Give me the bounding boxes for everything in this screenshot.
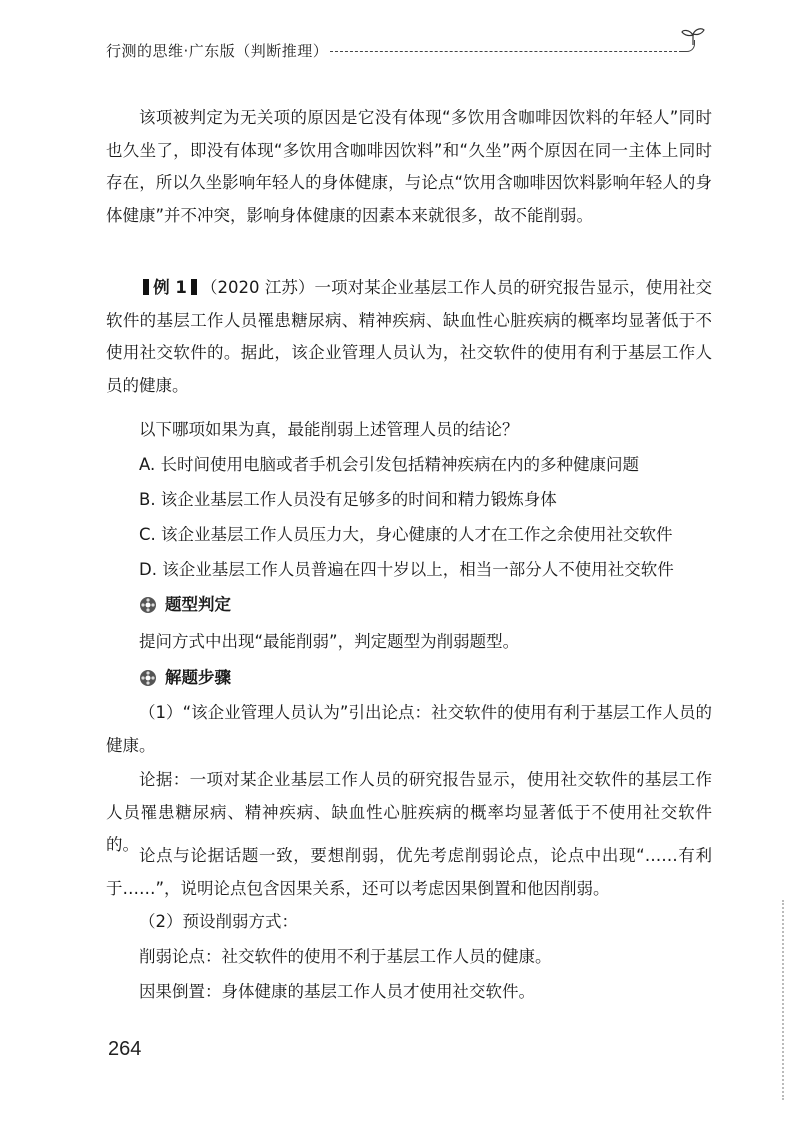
reverse-causation-paragraph: 因果倒置：身体健康的基层工作人员才使用社交软件。 xyxy=(139,982,535,1001)
step1-paragraph: （1）“该企业管理人员认为”引出论点：社交软件的使用有利于基层工作人员的健康。 xyxy=(106,703,712,755)
type-judgement-text: 提问方式中出现“最能削弱”，判定题型为削弱题型。 xyxy=(139,632,520,651)
example-tag-label: 例 1 xyxy=(153,278,187,297)
step2-paragraph: （2）预设削弱方式： xyxy=(139,912,298,931)
question-stem: 以下哪项如果为真，最能削弱上述管理人员的结论？ xyxy=(139,420,519,439)
tag-bar-right xyxy=(191,279,197,295)
flower-icon xyxy=(139,596,157,614)
weaken-claim-paragraph: 削弱论点：社交软件的使用不利于基层工作人员的健康。 xyxy=(139,947,552,966)
basis-paragraph: 论据：一项对某企业基层工作人员的研究报告显示，使用社交软件的基层工作人员罹患糖尿病、精神疾病、缺血性心脏疾病的概率均显著低于不使用社交软件的。 xyxy=(106,770,712,854)
section-heading-steps xyxy=(139,665,231,691)
section-heading-type-label: 题型判定 xyxy=(165,595,231,614)
option-c: C. 该企业基层工作人员压力大，身心健康的人才在工作之余使用社交软件 xyxy=(139,525,673,544)
example-tag xyxy=(139,278,201,297)
option-d: D. 该企业基层工作人员普遍在四十岁以上，相当一部分人不使用社交软件 xyxy=(139,560,674,579)
intro-paragraph: 该项被判定为无关项的原因是它没有体现“多饮用含咖啡因饮料的年轻人”同时也久坐了，即没有体现“多饮用含咖啡因饮料”和“久坐”两个原因在同一主体上同时存在，所以久坐影响年轻人的身体健康，与论点“饮用含咖啡因饮料影响年轻人的身体健康”并不冲突，影响身体健康的因素本来就很多，故不能削弱。 xyxy=(106,108,712,225)
sprout-icon xyxy=(680,26,706,46)
tag-bar-left xyxy=(143,279,149,295)
section-heading-steps-label: 解题步骤 xyxy=(165,668,231,687)
strategy-paragraph: 论点与论据话题一致，要想削弱，优先考虑削弱论点，论点中出现“……有利于……”，说明论点包含因果关系，还可以考虑因果倒置和他因削弱。 xyxy=(106,846,712,898)
example-paragraph xyxy=(106,272,712,402)
section-heading-type xyxy=(139,592,231,618)
option-a: A. 长时间使用电脑或者手机会引发包括精神疾病在内的多种健康问题 xyxy=(139,455,639,474)
flower-icon xyxy=(139,669,157,687)
option-b: B. 该企业基层工作人员没有足够多的时间和精力锻炼身体 xyxy=(139,490,557,509)
header-rule xyxy=(330,51,682,52)
page-number: 264 xyxy=(108,1038,142,1060)
example-text: （2020 江苏）一项对某企业基层工作人员的研究报告显示，使用社交软件的基层工作人员罹患糖尿病、精神疾病、缺血性心脏疾病的概率均显著低于不使用社交软件的。据此，该企业管理人员认为，社交软件的使用有利于基层工作人员的健康。 xyxy=(106,278,712,395)
scan-edge-marks xyxy=(782,900,786,1100)
running-title: 行测的思维·广东版（判断推理） xyxy=(106,42,329,60)
